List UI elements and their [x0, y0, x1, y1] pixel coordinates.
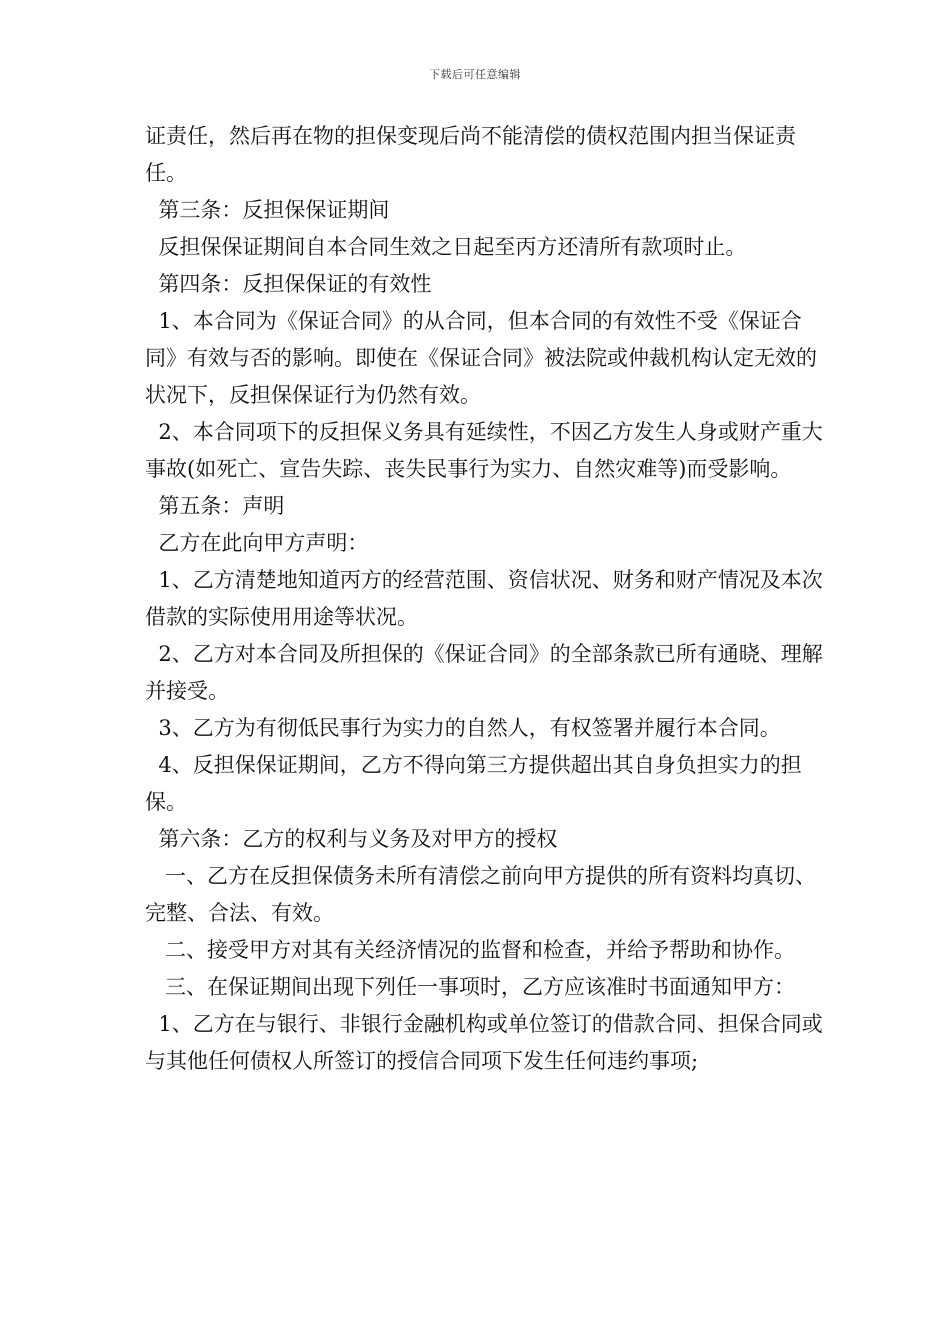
paragraph: 三、在保证期间出现下列任一事项时，乙方应该准时书面通知甲方： [145, 975, 796, 999]
paragraph: 二、接受甲方对其有关经济情况的监督和检查，并给予帮助和协作。 [145, 938, 796, 962]
paragraph-continuation: 证责任，然后再在物的担保变现后尚不能清偿的债权范围内担当保证责任。 [145, 124, 796, 185]
paragraph: 3、乙方为有彻低民事行为实力的自然人，有权签署并履行本合同。 [145, 716, 781, 740]
document-body [145, 118, 825, 1080]
paragraph: 2、乙方对本合同及所担保的《保证合同》的全部条款已所有通晓、理解并接受。 [145, 642, 823, 703]
paragraph: 2、本合同项下的反担保义务具有延续性，不因乙方发生人身或财产重大事故(如死亡、宣告失踪、丧失民事行为实力、自然灾难等)而受影响。 [145, 420, 823, 481]
paragraph: 反担保保证期间自本合同生效之日起至丙方还清所有款项时止。 [145, 235, 747, 259]
paragraph: 1、乙方在与银行、非银行金融机构或单位签订的借款合同、担保合同或与其他任何债权人所签订的授信合同项下发生任何违约事项; [145, 1012, 823, 1073]
paragraph: 1、乙方清楚地知道丙方的经营范围、资信状况、财务和财产情况及本次借款的实际使用用途等状况。 [145, 568, 823, 629]
article-6-heading: 第六条：乙方的权利与义务及对甲方的授权 [145, 827, 558, 851]
article-3-heading: 第三条：反担保保证期间 [145, 198, 390, 222]
article-5-heading: 第五条：声明 [145, 494, 285, 518]
paragraph: 4、反担保保证期间，乙方不得向第三方提供超出其自身负担实力的担保。 [145, 753, 802, 814]
article-4-heading: 第四条：反担保保证的有效性 [145, 272, 432, 296]
paragraph: 一、乙方在反担保债务未所有清偿之前向甲方提供的所有资料均真切、完整、合法、有效。 [145, 864, 817, 925]
page-header: 下载后可任意编辑 [429, 68, 521, 81]
paragraph: 乙方在此向甲方声明： [145, 531, 369, 555]
paragraph: 1、本合同为《保证合同》的从合同，但本合同的有效性不受《保证合同》有效与否的影响。即使在《保证合同》被法院或仲裁机构认定无效的状况下，反担保保证行为仍然有效。 [145, 309, 817, 407]
